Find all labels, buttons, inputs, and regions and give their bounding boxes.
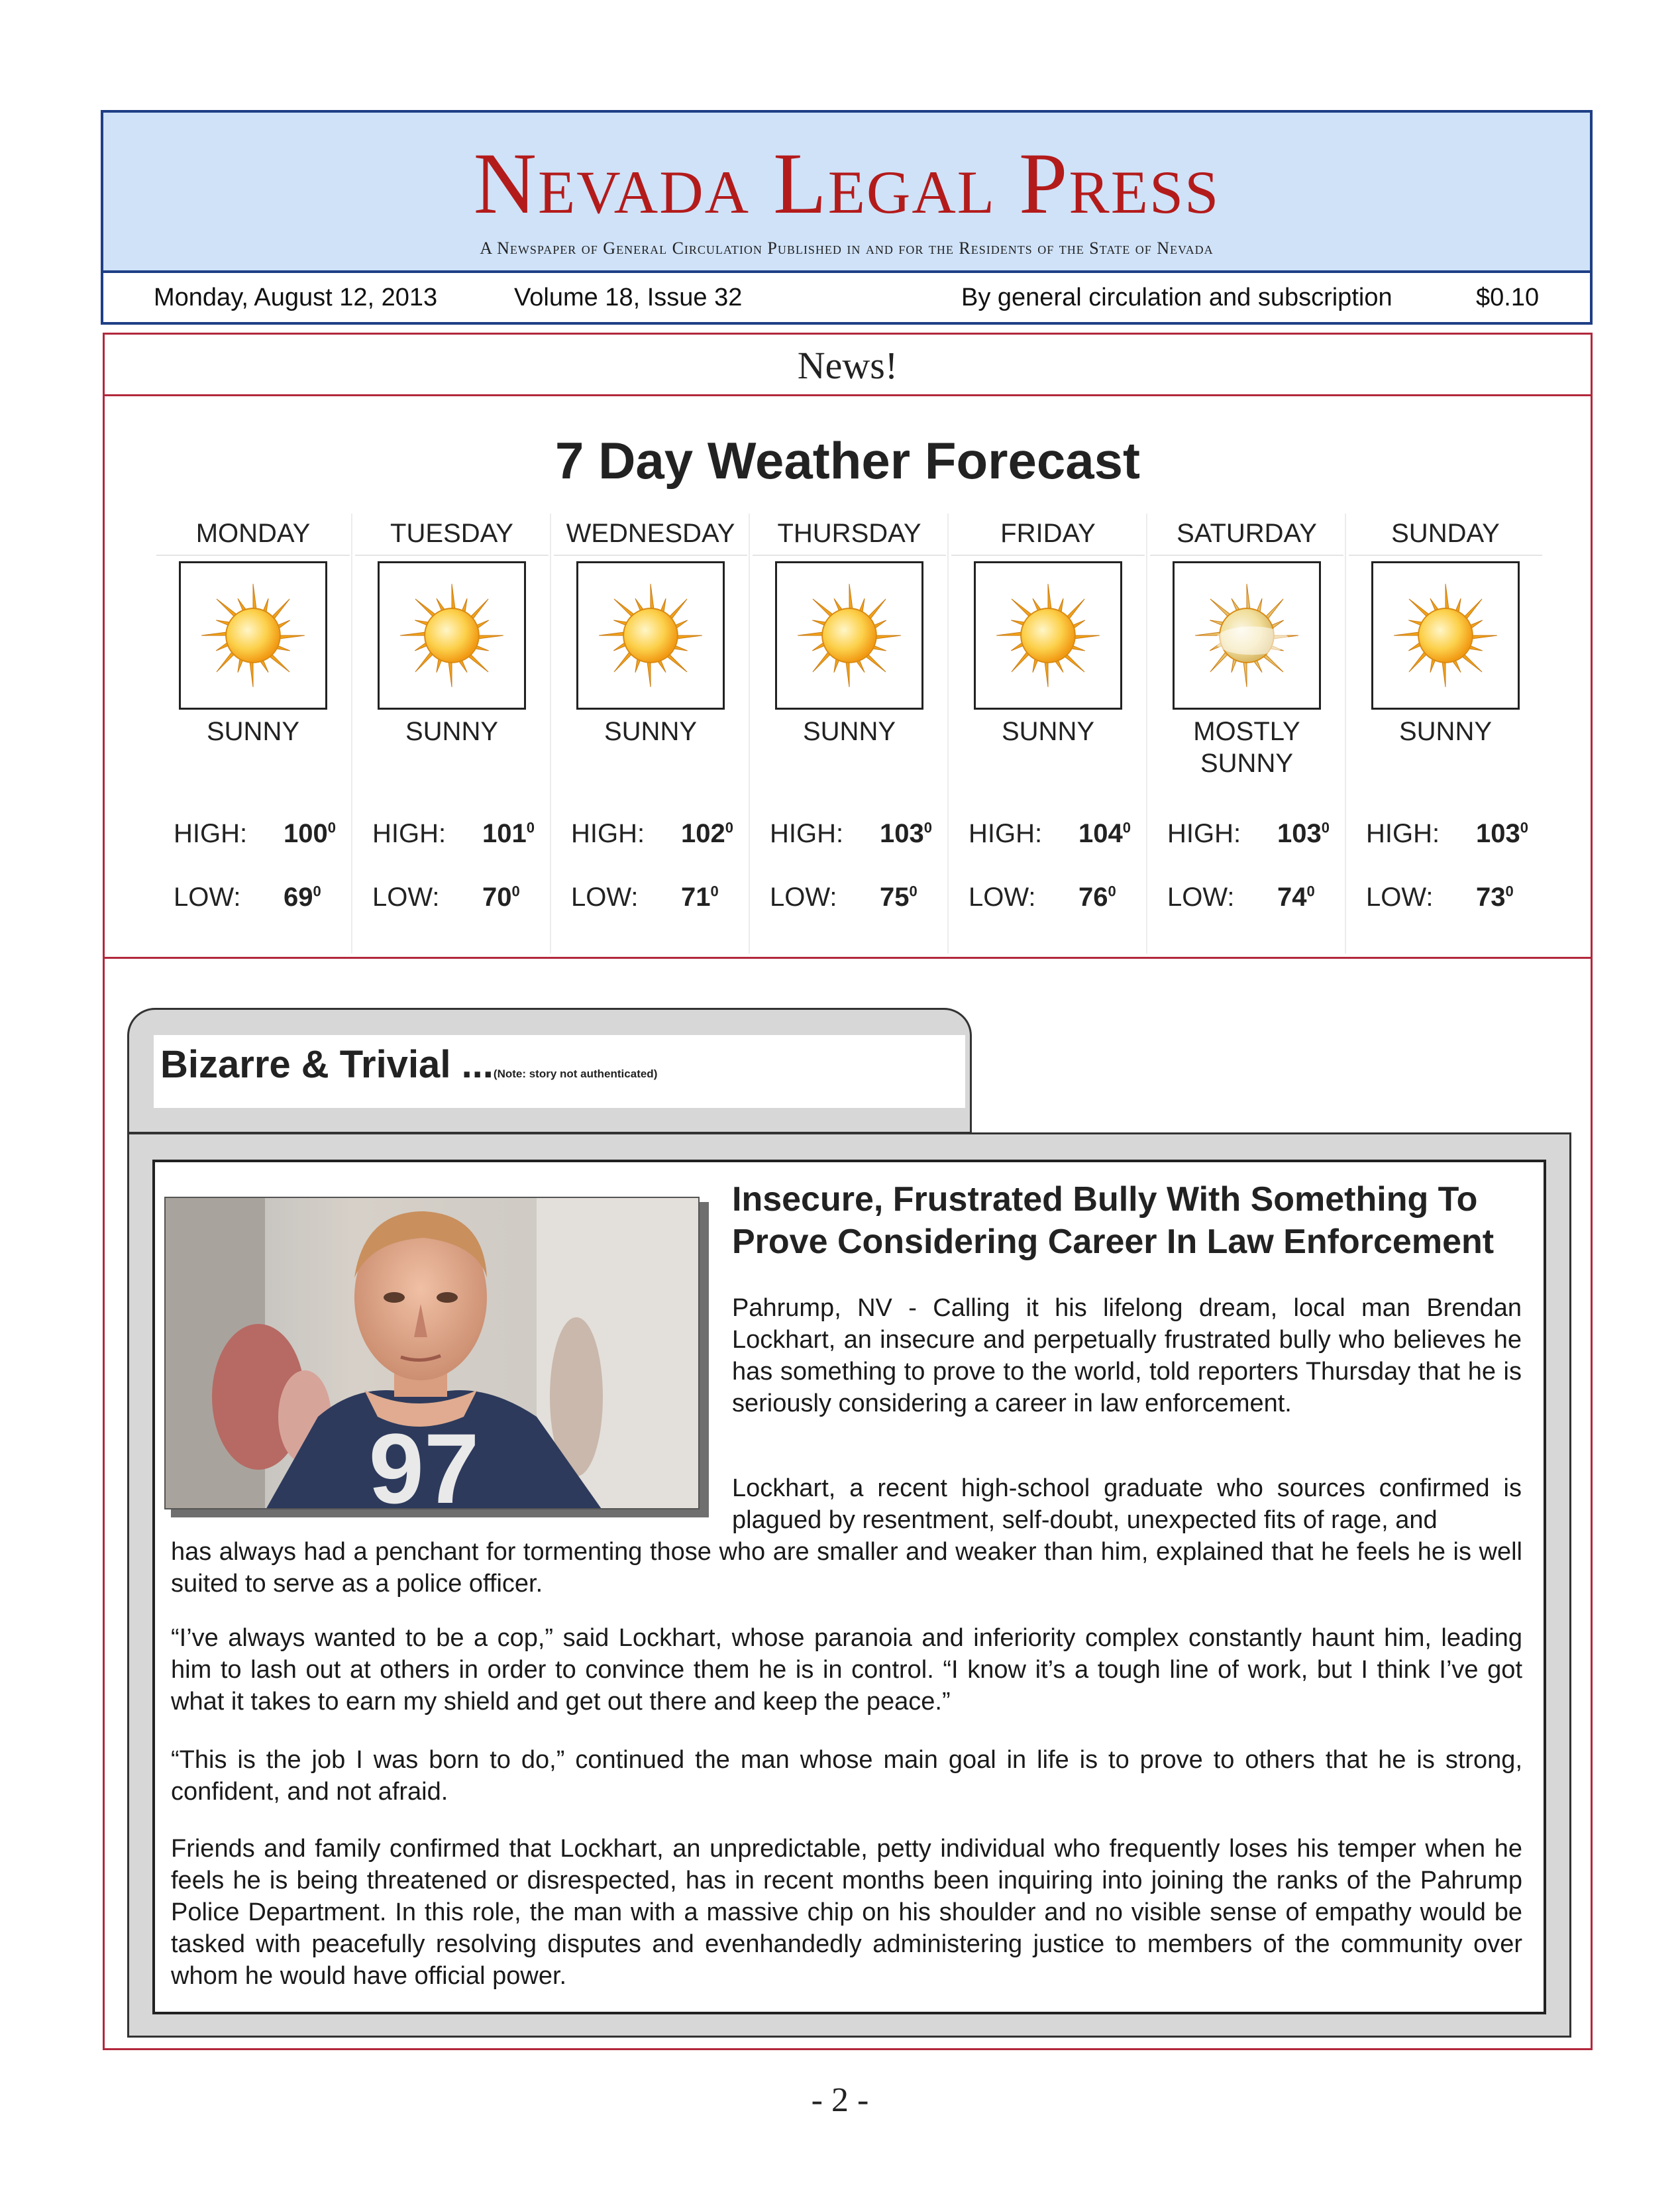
paragraph-text: “I’ve always wanted to be a cop,” said Lockhart, whose paranoia and inferiority complex constantly haunt him, leading him to lash out at others in order to convince them he is in control. “I know it’s a tough line of work, but I think I’ve got what it takes to earn my shield and get out there and keep the peace.” xyxy=(171,1624,1522,1716)
article-paragraph xyxy=(732,1292,1522,1419)
sun-icon xyxy=(380,563,524,708)
degree-mark: 0 xyxy=(1520,819,1528,836)
jersey-number: 97 xyxy=(368,1413,480,1509)
issue-date: Monday, August 12, 2013 xyxy=(154,284,438,311)
high-label: HIGH: xyxy=(571,819,645,848)
high-number: 104 xyxy=(1078,819,1123,848)
feature-ellipsis: ... xyxy=(461,1043,494,1086)
forecast-title: 7 Day Weather Forecast xyxy=(555,431,1140,490)
low-number: 69 xyxy=(284,883,313,912)
paragraph-text: has always had a penchant for tormenting those who are smaller and weaker than him, explained that he feels he is well suited to serve as a police officer. xyxy=(171,1538,1522,1598)
high-number: 103 xyxy=(1476,819,1520,848)
masthead xyxy=(101,110,1593,273)
forecast-day-sunday xyxy=(1346,514,1545,954)
degree-mark: 0 xyxy=(710,883,719,900)
article-paragraph xyxy=(171,1833,1522,1992)
degree-mark: 0 xyxy=(511,883,520,900)
high-label: HIGH: xyxy=(1366,819,1440,848)
low-value xyxy=(1476,883,1514,912)
low-number: 73 xyxy=(1476,883,1506,912)
high-label: HIGH: xyxy=(969,819,1043,848)
authentication-note: (Note: story not authenticated) xyxy=(493,1067,658,1080)
forecast-day-saturday xyxy=(1147,514,1346,954)
low-label: LOW: xyxy=(571,883,639,912)
newspaper-tagline: A Newspaper of General Circulation Published in and for the Residents of the State of Nevada xyxy=(480,239,1214,258)
sun-icon xyxy=(1373,563,1518,708)
sun-icon xyxy=(976,563,1120,708)
low-label: LOW: xyxy=(174,883,241,912)
article-paragraph-continued xyxy=(171,1536,1522,1600)
article-photo xyxy=(164,1197,700,1509)
day-name: THURSDAY xyxy=(777,519,921,548)
circulation-note: By general circulation and subscription xyxy=(961,284,1392,311)
forecast-day-monday xyxy=(154,514,352,954)
degree-mark: 0 xyxy=(1505,883,1514,900)
high-value xyxy=(1476,819,1528,849)
paragraph-text: “This is the job I was born to do,” continued the man whose main goal in life is to prove to others that he is strong, confident, and not afraid. xyxy=(171,1746,1522,1806)
section-divider xyxy=(103,957,1593,959)
day-underline xyxy=(951,555,1145,556)
day-underline xyxy=(355,555,549,556)
degree-mark: 0 xyxy=(725,819,733,836)
weather-icon-frame xyxy=(378,561,526,710)
newspaper-title: Nevada Legal Press xyxy=(473,135,1220,232)
weather-icon-frame xyxy=(775,561,923,710)
high-number: 103 xyxy=(1277,819,1322,848)
day-underline xyxy=(1349,555,1542,556)
degree-mark: 0 xyxy=(1306,883,1315,900)
weather-condition: SUNNY xyxy=(604,717,698,746)
high-number: 100 xyxy=(284,819,328,848)
photo-illustration xyxy=(166,1198,700,1509)
low-label: LOW: xyxy=(1167,883,1235,912)
sun-icon xyxy=(578,563,723,708)
low-label: LOW: xyxy=(372,883,440,912)
sun-icon xyxy=(181,563,325,708)
issue-volume: Volume 18, Issue 32 xyxy=(514,284,743,311)
high-label: HIGH: xyxy=(770,819,844,848)
high-number: 101 xyxy=(482,819,527,848)
low-label: LOW: xyxy=(770,883,837,912)
article-paragraph xyxy=(171,1622,1522,1718)
forecast-day-wednesday xyxy=(551,514,750,954)
feature-title-text: Bizarre & Trivial xyxy=(160,1043,451,1086)
weather-condition: SUNNY xyxy=(1001,717,1095,746)
high-value xyxy=(681,819,733,849)
high-value xyxy=(284,819,336,849)
degree-mark: 0 xyxy=(313,883,321,900)
day-underline xyxy=(554,555,747,556)
degree-mark: 0 xyxy=(923,819,932,836)
paragraph-text: Friends and family confirmed that Lockhart, an unpredictable, petty individual who frequently loses his temper when he feels he is being threatened or disrespected, has in recent months been inquiring into joining the ranks of the Pahrump Police Department. In this role, the man with a massive chip on his shoulder and no visible sense of empathy would be tasked with peacefully resolving disputes and evenhandedly administering justice to members of the community over whom he would have official power. xyxy=(171,1835,1522,1990)
low-value xyxy=(681,883,719,912)
forecast-day-thursday xyxy=(750,514,949,954)
high-label: HIGH: xyxy=(174,819,248,848)
weather-icon-frame xyxy=(974,561,1122,710)
mostly-sunny-icon xyxy=(1175,563,1319,708)
day-name: SATURDAY xyxy=(1177,519,1317,548)
article-headline: Insecure, Frustrated Bully With Something To Prove Considering Career In Law Enforcement xyxy=(732,1180,1495,1261)
weather-condition: SUNNY xyxy=(405,717,499,746)
low-value xyxy=(284,883,321,912)
weather-icon-frame xyxy=(576,561,725,710)
low-number: 75 xyxy=(880,883,910,912)
weather-icon-frame xyxy=(1173,561,1321,710)
degree-mark: 0 xyxy=(909,883,918,900)
degree-mark: 0 xyxy=(1321,819,1330,836)
weather-icon-frame xyxy=(179,561,327,710)
low-label: LOW: xyxy=(969,883,1036,912)
high-value xyxy=(1277,819,1330,849)
forecast-day-friday xyxy=(949,514,1147,954)
high-number: 103 xyxy=(880,819,924,848)
degree-mark: 0 xyxy=(327,819,336,836)
day-underline xyxy=(156,555,350,556)
issue-price: $0.10 xyxy=(1476,284,1540,311)
paragraph-text: Lockhart, a recent high-school graduate who sources confirmed is plagued by resentment, self-doubt, unexpected fits of rage, and xyxy=(732,1474,1522,1534)
day-name: SUNDAY xyxy=(1391,519,1500,548)
page-number: - 2 - xyxy=(811,2081,869,2119)
high-label: HIGH: xyxy=(372,819,446,848)
degree-mark: 0 xyxy=(526,819,535,836)
high-number: 102 xyxy=(681,819,725,848)
high-label: HIGH: xyxy=(1167,819,1241,848)
high-value xyxy=(880,819,932,849)
sun-icon xyxy=(777,563,921,708)
paragraph-text: Pahrump, NV - Calling it his lifelong dream, local man Brendan Lockhart, an insecure and perpetually frustrated bully who believes he has something to prove to the world, told reporters Thursday that he is seriously considering a career in law enforcement. xyxy=(732,1294,1522,1417)
day-name: MONDAY xyxy=(195,519,311,548)
low-number: 74 xyxy=(1277,883,1307,912)
high-value xyxy=(1078,819,1131,849)
weather-condition: SUNNY xyxy=(1398,717,1493,746)
section-header: News! xyxy=(103,333,1593,396)
low-value xyxy=(1078,883,1116,912)
forecast-day-tuesday xyxy=(352,514,551,954)
degree-mark: 0 xyxy=(1108,883,1116,900)
weather-condition: SUNNY xyxy=(802,717,896,746)
dateline-bar xyxy=(101,273,1593,325)
day-name: TUESDAY xyxy=(390,519,513,548)
low-number: 70 xyxy=(482,883,512,912)
low-value xyxy=(1277,883,1315,912)
article-paragraph xyxy=(732,1472,1522,1536)
weather-condition: MOSTLY SUNNY xyxy=(1193,717,1300,778)
low-value xyxy=(880,883,918,912)
weather-icon-frame xyxy=(1371,561,1520,710)
article-paragraph xyxy=(171,1744,1522,1808)
weather-condition: SUNNY xyxy=(206,717,300,746)
low-value xyxy=(482,883,520,912)
low-label: LOW: xyxy=(1366,883,1434,912)
high-value xyxy=(482,819,535,849)
degree-mark: 0 xyxy=(1122,819,1131,836)
low-number: 71 xyxy=(681,883,711,912)
day-name: FRIDAY xyxy=(1000,519,1096,548)
day-underline xyxy=(753,555,946,556)
day-underline xyxy=(1150,555,1343,556)
day-name: WEDNESDAY xyxy=(566,519,735,548)
feature-title xyxy=(160,1042,657,1087)
low-number: 76 xyxy=(1078,883,1108,912)
